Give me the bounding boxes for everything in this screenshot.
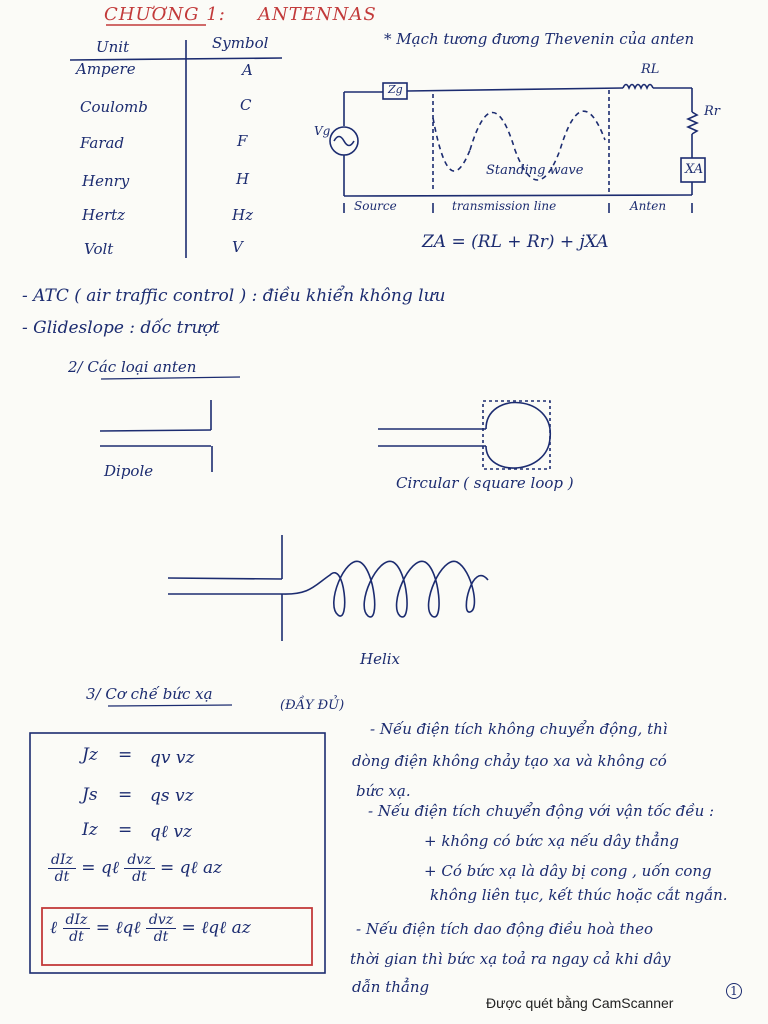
symbol-volt: V [232,238,243,256]
eq1-rhs: qv vz [150,748,195,768]
eq1-equals: = [118,745,133,765]
unit-ampere: Ampere [76,60,136,78]
thevenin-heading: * Mạch tương đương Thevenin của anten [384,30,695,48]
eq5-q: ℓqℓ [115,918,141,938]
eq2-rhs: qs vz [150,786,194,806]
eq5-num2: dvz [146,912,176,929]
radiation-text-3: - Nếu điện tích chuyển động với vận tốc đều : [368,802,715,820]
page-number: 1 [726,983,742,999]
unit-volt: Volt [84,240,114,258]
eq3-equals: = [118,820,133,840]
eq4-den: dt [54,869,70,885]
label-source: Source [354,199,397,213]
label-zg: Zg [388,83,403,96]
label-circular: Circular ( square loop ) [396,474,574,492]
eq4-num: dIz [48,852,76,869]
note-atc: - ATC ( air traffic control ) : điều khiển không lưu [22,286,446,306]
label-anten: Anten [630,199,667,213]
radiation-text-9: dẫn thẳng [352,978,430,996]
label-helix: Helix [360,650,401,668]
radiation-text-7: - Nếu điện tích dao động điều hoà theo [356,920,654,938]
radiation-text-1: dòng điện không chảy tạo xa và không có [352,752,667,770]
eq4 [48,852,222,885]
camscanner-footer: Được quét bằng CamScanner [486,995,674,1011]
label-rr: Rr [704,104,721,119]
eq2-lhs: Js [82,785,98,805]
section3-heading: 3/ Cơ chế bức xạ [86,685,213,703]
eq4-rhs: qℓ az [179,858,223,878]
eq4-eq1: = [81,858,101,878]
symbol-ampere: A [242,61,253,79]
eq4-num2: dvz [124,852,154,869]
radiation-text-6: không liên tục, kết thúc hoặc cắt ngắn. [430,886,728,904]
za-formula: ZA = (RL + Rr) + jXA [422,232,609,252]
unit-farad: Farad [80,134,125,152]
eq3-rhs: qℓ vz [150,822,192,842]
unit-hertz: Hertz [82,206,126,224]
eq2-equals: = [118,785,133,805]
label-vg: Vg [314,124,331,138]
eq5-num: dIz [63,912,91,929]
eq5-den2: dt [153,929,169,945]
section2-heading: 2/ Các loại anten [68,358,197,376]
unit-henry: Henry [82,172,130,190]
radiation-text-5: + Có bức xạ là dây bị cong , uốn cong [424,862,712,880]
label-tline: transmission line [452,199,557,213]
units-col-symbol: Symbol [212,34,269,52]
eq5-eq2: = [181,918,202,938]
label-rl: RL [641,62,660,77]
radiation-text-2: bức xạ. [356,782,411,800]
radiation-text-0: - Nếu điện tích không chuyển động, thì [370,720,668,738]
symbol-hertz: Hz [232,206,253,224]
eq3-lhs: Iz [82,820,98,840]
note-glideslope: - Glideslope : dốc trượt [22,318,220,338]
symbol-coulomb: C [240,96,252,114]
radiation-text-4: + không có bức xạ nếu dây thẳng [424,832,679,850]
label-standing-wave: Standing wave [486,163,584,178]
symbol-henry: H [236,170,250,188]
section3-sub: (ĐẦY ĐỦ) [280,698,345,713]
radiation-text-8: thời gian thì bức xạ toả ra ngay cả khi dây [350,950,671,968]
eq4-den2: dt [132,869,147,885]
eq1-lhs: Jz [82,745,98,765]
eq5-l: ℓ [50,918,58,938]
units-col-unit: Unit [96,38,130,56]
label-dipole: Dipole [104,462,154,480]
page-title: ANTENNAS [258,4,377,25]
eq5-eq1: = [95,918,116,938]
eq4-eq2: = [159,858,180,878]
eq5 [50,912,251,945]
unit-coulomb: Coulomb [80,98,148,116]
eq5-den: dt [69,929,84,945]
eq4-q: qℓ [100,858,119,878]
symbol-farad: F [237,132,248,150]
eq5-rhs: ℓqℓ az [201,918,251,938]
label-xa: XA [685,162,704,177]
chapter-label: CHƯƠNG 1: [104,4,226,25]
